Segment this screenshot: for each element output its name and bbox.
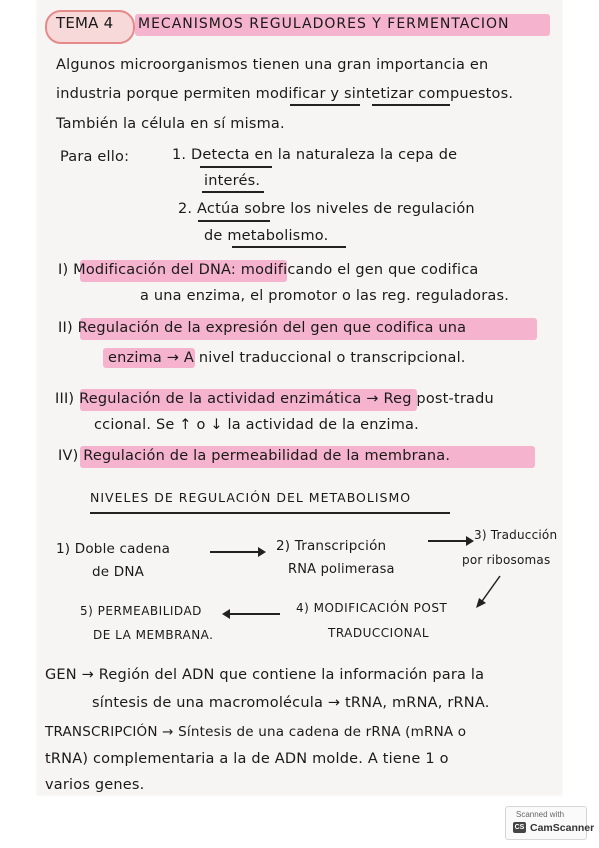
intro-line-1: Algunos microorganismos tienen una gran importancia en [56, 57, 489, 73]
para-ello-label: Para ello: [60, 149, 130, 165]
camscanner-badge [505, 806, 595, 840]
item-4-line-a: IV) Regulación de la permeabilidad de la membrana. [58, 448, 451, 464]
arrow-3-to-4 [470, 572, 510, 612]
step-2-line-a: 2. Actúa sobre los niveles de regulación [178, 201, 475, 217]
level-3-label: 3) Traducción [474, 528, 558, 542]
definition-transcripcion-line-3: varios genes. [45, 777, 145, 793]
arrow-4-to-5-head [222, 609, 230, 619]
underline-sintetizar [372, 104, 450, 106]
item-1-line-a: I) Modificación del DNA: modificando el gen que codifica [58, 262, 479, 278]
level-1-sub: de DNA [92, 564, 145, 580]
item-1-line-b: a una enzima, el promotor o las reg. reguladoras. [140, 288, 510, 304]
underline-actua [198, 220, 270, 222]
arrow-1-to-2 [210, 551, 260, 553]
levels-heading: NIVELES DE REGULACIÓN DEL METABOLISMO [90, 490, 412, 505]
arrow-1-to-2-head [258, 547, 266, 557]
step-1-line-b: interés. [204, 173, 261, 189]
underline-detecta [200, 166, 272, 168]
scanned-with-text: Scanned with [516, 810, 565, 819]
definition-gen-line-2: síntesis de una macromolécula → tRNA, mRNA, rRNA. [92, 695, 490, 711]
page-title: MECANISMOS REGULADORES Y FERMENTACION [138, 16, 510, 32]
underline-metabolismo [232, 246, 346, 248]
item-2-line-a: II) Regulación de la expresión del gen que codifica una [58, 320, 467, 336]
step-1-line-a: 1. Detecta en la naturaleza la cepa de [172, 147, 458, 163]
level-2-label: 2) Transcripción [276, 538, 387, 554]
definition-gen-line-1: GEN → Región del ADN que contiene la información para la [45, 667, 485, 683]
item-2-line-b: enzima → A nivel traduccional o transcripcional. [108, 350, 466, 366]
level-1-label: 1) Doble cadena [56, 541, 171, 557]
level-2-sub: RNA polimerasa [288, 562, 395, 577]
step-2-line-b: de metabolismo. [204, 228, 329, 244]
arrow-4-to-5 [228, 613, 280, 615]
camscanner-brand-text: CamScanner [530, 822, 595, 834]
item-3-line-a: III) Regulación de la actividad enzimática → Reg post-tradu [55, 391, 494, 407]
levels-heading-underline [90, 512, 450, 514]
arrow-2-to-3 [428, 540, 468, 542]
level-5-label: 5) PERMEABILIDAD [80, 604, 202, 618]
intro-line-2: industria porque permiten modificar y sintetizar compuestos. [56, 86, 514, 102]
definition-transcripcion-line-1: TRANSCRIPCIÓN → Síntesis de una cadena de rRNA (mRNA o [45, 724, 467, 740]
camscanner-logo-icon: CS [514, 824, 525, 831]
underline-modificar [290, 104, 360, 106]
level-5-sub: DE LA MEMBRANA. [93, 628, 214, 642]
level-4-label: 4) MODIFICACIÓN POST [296, 601, 448, 615]
intro-line-3: También la célula en sí misma. [56, 116, 285, 132]
definition-transcripcion-line-2: tRNA) complementaria a la de ADN molde. A tiene 1 o [45, 751, 449, 767]
item-3-line-b: ccional. Se ↑ o ↓ la actividad de la enzima. [94, 417, 419, 433]
arrow-2-to-3-head [466, 536, 474, 546]
topic-number: TEMA 4 [56, 14, 114, 32]
level-3-sub: por ribosomas [462, 553, 551, 567]
level-4-sub: TRADUCCIONAL [328, 626, 430, 640]
underline-interes [202, 191, 264, 193]
